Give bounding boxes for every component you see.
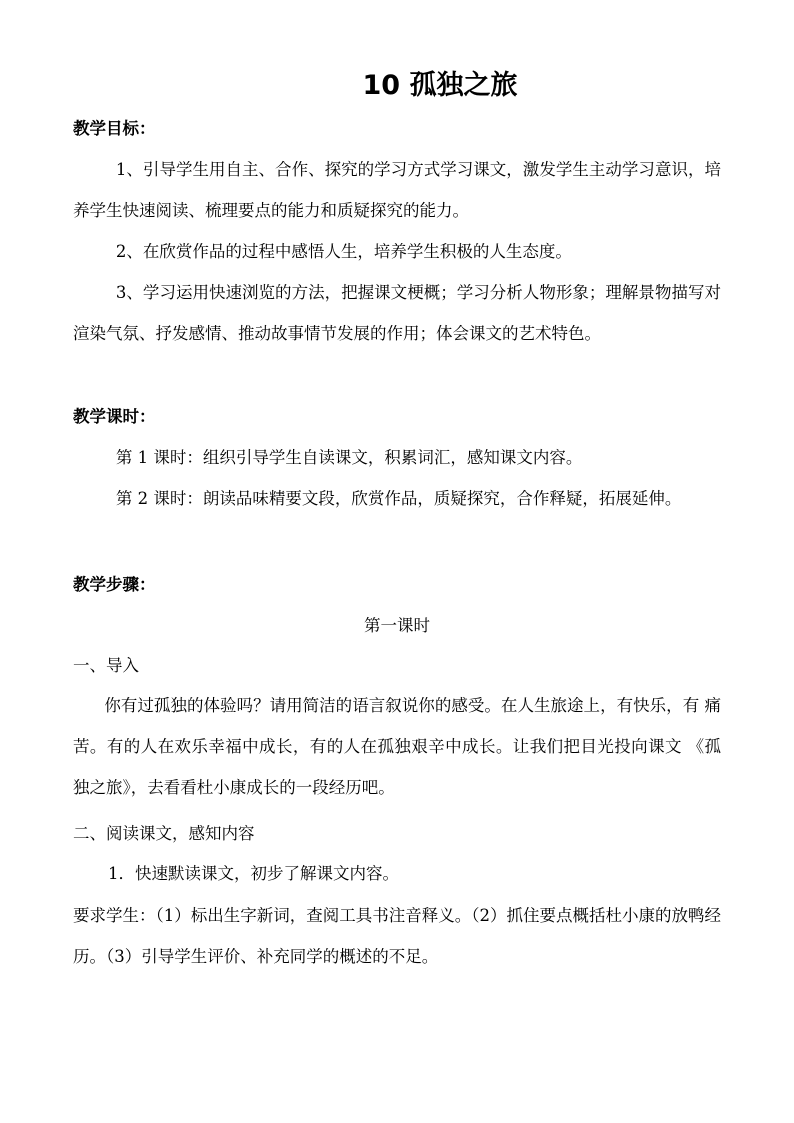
goal-item-1: 1、引导学生用自主、合作、探究的学习方式学习课文，激发学生主动学习意识，培养学生快速阅读、梳理要点的能力和质疑探究的能力。 (73, 160, 721, 220)
part2-item-1: 1．快速默读课文，初步了解课文内容。 (108, 864, 399, 883)
steps-heading: 教学步骤： (73, 575, 156, 594)
part1-title: 一、导入 (73, 656, 139, 675)
part1-text: 你有过孤独的体验吗？请用简洁的语言叙说你的感受。在人生旅途上，有快乐，有 痛苦。有的人在欢乐幸福中成长，有的人在孤独艰辛中成长。让我们把目光投向课文 《孤独之旅》，去看看杜小康成长的一段经历吧。 (73, 696, 721, 797)
goals-heading: 教学目标： (73, 119, 156, 138)
hours-heading: 教学课时： (73, 407, 156, 426)
lesson-title: 第一课时 (364, 616, 430, 635)
hour-item-1: 第 1 课时：组织引导学生自读课文，积累词汇，感知课文内容。 (115, 448, 583, 467)
hour-item-2: 第 2 课时：朗读品味精要文段，欣赏作品，质疑探究，合作释疑，拓展延伸。 (115, 489, 682, 508)
document-title: 10 孤独之旅 (362, 70, 518, 101)
part2-title: 二、阅读课文，感知内容 (73, 824, 255, 843)
goal-item-2: 2、在欣赏作品的过程中感悟人生，培养学生积极的人生态度。 (115, 242, 572, 261)
goal-item-3: 3、学习运用快速浏览的方法，把握课文梗概；学习分析人物形象；理解景物描写对渲染气氛、抒发感情、推动故事情节发展的作用；体会课文的艺术特色。 (73, 283, 721, 343)
part2-requirements: 要求学生：（1）标出生字新词，查阅工具书注音释义。（2）抓住要点概括杜小康的放鸭经历。（3）引导学生评价、补充同学的概述的不足。 (73, 906, 721, 966)
